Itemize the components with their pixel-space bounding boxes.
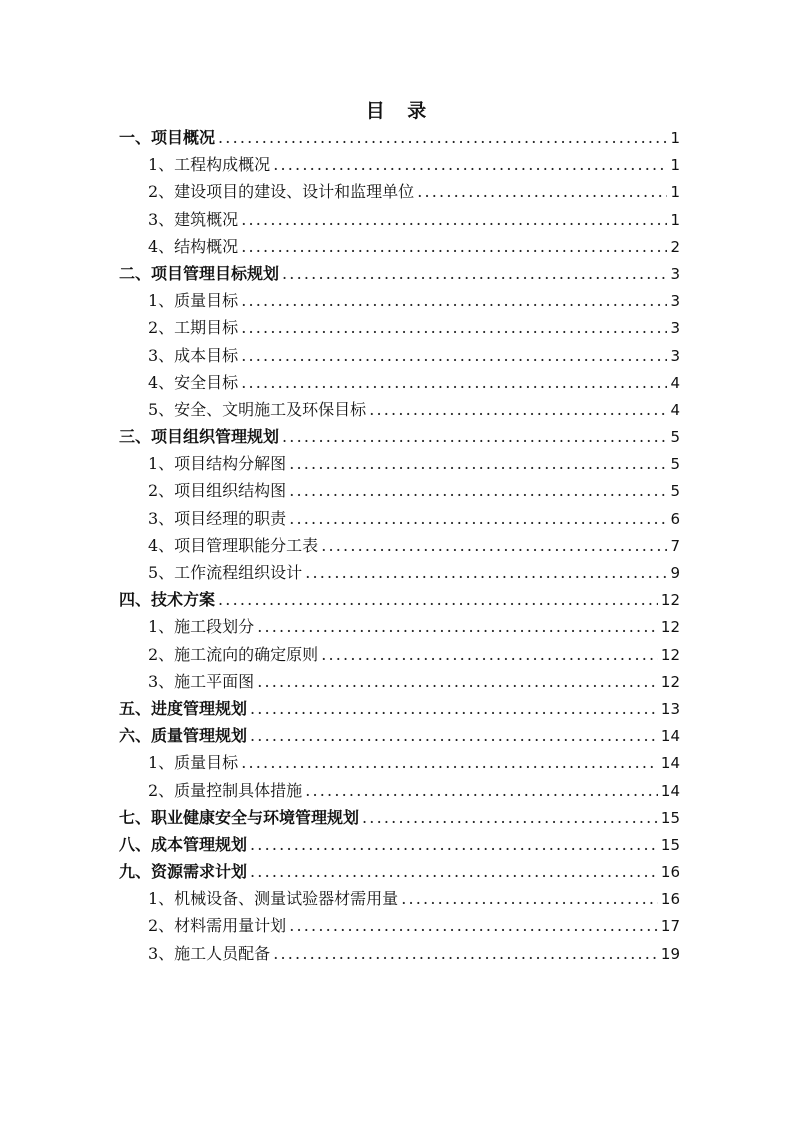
- toc-subsection-entry[interactable]: [0, 287, 800, 314]
- toc-section-entry[interactable]: [0, 831, 800, 858]
- toc-entry-label: 七、职业健康安全与环境管理规划: [119, 807, 360, 827]
- toc-subsection-entry[interactable]: [0, 314, 800, 341]
- toc-page-number: 5: [670, 428, 680, 447]
- toc-page-number: 12: [660, 645, 680, 664]
- toc-subsection-entry[interactable]: [0, 369, 800, 396]
- toc-page-number: 1: [670, 210, 680, 229]
- toc-page-number: 6: [670, 509, 680, 528]
- toc-page-number: 4: [670, 373, 680, 392]
- toc-subsection-entry[interactable]: [0, 641, 800, 668]
- toc-page-number: 3: [670, 292, 680, 311]
- dot-leader: [321, 641, 658, 668]
- toc-subsection-entry[interactable]: [0, 233, 800, 260]
- dot-leader: [241, 369, 667, 396]
- toc-page-number: 2: [670, 237, 680, 256]
- toc-page-number: 3: [670, 264, 680, 283]
- toc-page-number: 12: [660, 591, 680, 610]
- toc-page-number: 14: [660, 754, 680, 773]
- toc-page-number: 5: [670, 482, 680, 501]
- dot-leader: [305, 777, 658, 804]
- page-title: 目 录: [365, 100, 435, 122]
- dot-leader: [241, 342, 667, 369]
- toc-entry-label: 3、建筑概况: [148, 209, 239, 229]
- dot-leader: [362, 804, 658, 831]
- toc-subsection-entry[interactable]: [0, 559, 800, 586]
- dot-leader: [241, 314, 667, 341]
- dot-leader: [282, 423, 667, 450]
- dot-leader: [241, 233, 667, 260]
- toc-section-entry[interactable]: [0, 722, 800, 749]
- toc-subsection-entry[interactable]: [0, 749, 800, 776]
- toc-section-entry[interactable]: [0, 858, 800, 885]
- dot-leader: [241, 206, 667, 233]
- dot-leader: [305, 559, 667, 586]
- toc-entry-label: 4、安全目标: [148, 372, 239, 392]
- toc-entry-label: 1、施工段划分: [148, 617, 255, 637]
- toc-entry-label: 一、项目概况: [119, 128, 216, 147]
- toc-entry-label: 六、质量管理规划: [119, 726, 248, 746]
- toc-page-number: 16: [660, 890, 680, 909]
- toc-subsection-entry[interactable]: [0, 178, 800, 205]
- toc-subsection-entry[interactable]: [0, 505, 800, 532]
- toc-page-number: 5: [670, 455, 680, 474]
- toc-section-entry[interactable]: [0, 804, 800, 831]
- toc-subsection-entry[interactable]: [0, 206, 800, 233]
- dot-leader: [289, 477, 667, 504]
- toc-section-entry[interactable]: [0, 124, 800, 151]
- toc-entry-label: 九、资源需求计划: [119, 862, 248, 882]
- toc-entry-label: 2、质量控制具体措施: [148, 780, 303, 800]
- toc-page-number: 4: [670, 400, 680, 419]
- toc-entry-label: 1、机械设备、测量试验器材需用量: [148, 889, 399, 909]
- toc-entry-label: 5、安全、文明施工及环保目标: [148, 399, 367, 419]
- toc-page-number: 14: [660, 727, 680, 746]
- toc-subsection-entry[interactable]: [0, 885, 800, 912]
- toc-entry-label: 二、项目管理目标规划: [119, 263, 280, 283]
- toc-subsection-entry[interactable]: [0, 532, 800, 559]
- dot-leader: [250, 858, 658, 885]
- toc-page-number: 15: [660, 835, 680, 854]
- dot-leader: [321, 532, 667, 559]
- toc-entry-label: 2、施工流向的确定原则: [148, 644, 319, 664]
- dot-leader: [241, 287, 667, 314]
- toc-entry-label: 5、工作流程组织设计: [148, 563, 303, 582]
- dot-leader: [218, 586, 658, 613]
- toc-subsection-entry[interactable]: [0, 477, 800, 504]
- dot-leader: [257, 613, 658, 640]
- toc-section-entry[interactable]: [0, 423, 800, 450]
- dot-leader: [282, 260, 667, 287]
- toc-section-entry[interactable]: [0, 260, 800, 287]
- dot-leader: [273, 940, 658, 967]
- toc-subsection-entry[interactable]: [0, 668, 800, 695]
- toc-subsection-entry[interactable]: [0, 342, 800, 369]
- table-of-contents: [0, 124, 800, 967]
- toc-page-number: 13: [660, 699, 680, 718]
- dot-leader: [241, 749, 658, 776]
- dot-leader: [218, 124, 667, 151]
- dot-leader: [250, 722, 658, 749]
- toc-entry-label: 五、进度管理规划: [119, 698, 248, 718]
- dot-leader: [289, 505, 667, 532]
- dot-leader: [289, 912, 658, 939]
- toc-subsection-entry[interactable]: [0, 151, 800, 178]
- toc-entry-label: 四、技术方案: [119, 590, 216, 610]
- toc-subsection-entry[interactable]: [0, 613, 800, 640]
- toc-entry-label: 4、结构概况: [148, 236, 239, 256]
- toc-entry-label: 三、项目组织管理规划: [119, 427, 280, 447]
- toc-entry-label: 1、工程构成概况: [148, 155, 271, 175]
- toc-subsection-entry[interactable]: [0, 940, 800, 967]
- toc-subsection-entry[interactable]: [0, 777, 800, 804]
- toc-entry-label: 3、项目经理的职责: [148, 508, 287, 528]
- toc-page-number: 1: [670, 183, 680, 202]
- toc-page-number: 12: [660, 618, 680, 637]
- toc-page-number: 3: [670, 346, 680, 365]
- dot-leader: [250, 695, 658, 722]
- toc-subsection-entry[interactable]: [0, 396, 800, 423]
- toc-page-number: 3: [670, 319, 680, 338]
- toc-entry-label: 4、项目管理职能分工表: [148, 535, 319, 555]
- toc-page-number: 16: [660, 863, 680, 882]
- dot-leader: [289, 450, 667, 477]
- toc-page-number: 1: [670, 129, 680, 147]
- toc-entry-label: 3、成本目标: [148, 345, 239, 365]
- toc-entry-label: 2、项目组织结构图: [148, 481, 287, 501]
- toc-entry-label: 八、成本管理规划: [119, 834, 248, 854]
- dot-leader: [257, 668, 658, 695]
- toc-page-number: 14: [660, 781, 680, 800]
- toc-entry-label: 2、建设项目的建设、设计和监理单位: [148, 182, 415, 202]
- toc-page-number: 19: [660, 944, 680, 963]
- toc-page-number: 17: [660, 917, 680, 936]
- toc-page-number: 9: [670, 564, 680, 582]
- toc-entry-label: 1、项目结构分解图: [148, 454, 287, 474]
- toc-page-number: 1: [670, 156, 680, 175]
- toc-section-entry[interactable]: [0, 586, 800, 613]
- toc-section-entry[interactable]: [0, 695, 800, 722]
- dot-leader: [250, 831, 658, 858]
- dot-leader: [273, 151, 667, 178]
- toc-page-number: 15: [660, 808, 680, 827]
- toc-entry-label: 2、工期目标: [148, 318, 239, 338]
- toc-page-number: 12: [660, 672, 680, 691]
- toc-entry-label: 2、材料需用量计划: [148, 916, 287, 936]
- dot-leader: [369, 396, 667, 423]
- toc-entry-label: 3、施工人员配备: [148, 943, 271, 963]
- dot-leader: [417, 178, 667, 205]
- dot-leader: [401, 885, 658, 912]
- toc-page-number: 7: [670, 536, 680, 555]
- toc-entry-label: 1、质量目标: [148, 291, 239, 311]
- toc-subsection-entry[interactable]: [0, 450, 800, 477]
- toc-entry-label: 1、质量目标: [148, 753, 239, 773]
- toc-entry-label: 3、施工平面图: [148, 671, 255, 691]
- toc-subsection-entry[interactable]: [0, 912, 800, 939]
